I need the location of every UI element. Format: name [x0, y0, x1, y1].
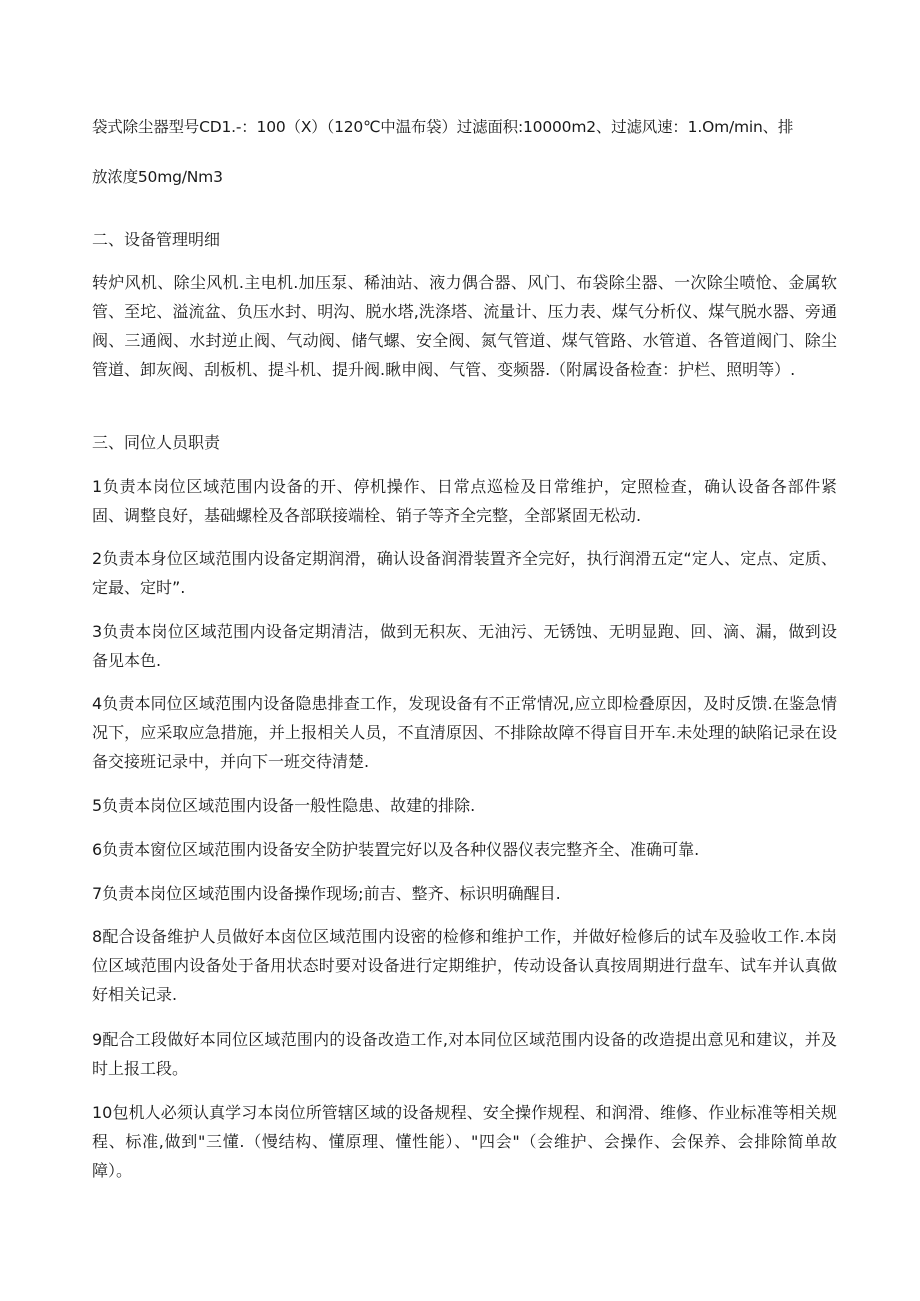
section-2-body: 转炉风机、除尘风机.主电机.加压泵、稀油站、液力偶合器、风门、布袋除尘器、一次除尘喷怆、金属软管、至坨、溢流盆、负压水封、明沟、脱水塔,洗涤塔、流量计、压力表、煤气分析仪、煤气脱水器、旁通阀、三通阀、水封逆止阀、气动阀、储气螺、安全阀、氮气管道、煤气管路、水管道、各管道阀门、除尘管道、卸灰阀、刮板机、提斗机、提升阀.瞅申阀、气管、变频器.（附属设备检查：护栏、照明等）. [92, 273, 837, 379]
duty-item-1: 1负责本岗位区域范围内设备的开、停机操作、日常点巡检及日常维护，定照检查，确认设备各部件紧固、调整良好，基础螺栓及各部联接端栓、销子等齐全完整，全部紧固无松动. [92, 477, 837, 525]
duty-item-8: 8配合设备维护人员做好本卤位区域范围内设密的检修和维护工作，并做好检修后的试车及验收工作.本岗位区域范围内设备处于备用状态时要对设备进行定期维护，传动设备认真按周期进行盘车、试车并认真做好相关记录. [92, 927, 837, 1004]
filter-spec-line-2: 放浓度50mg∕Nm3 [92, 168, 223, 186]
duty-item-3: 3负责本岗位区域范围内设备定期清洁，做到无积灰、无油污、无锈蚀、无明显跑、回、滴、漏，做到设备见本色. [92, 622, 837, 670]
section-3-heading: 三、同位人员职责 [92, 433, 221, 452]
duty-item-9: 9配合工段做好本同位区域范围内的设备改造工作,对本同位区域范围内设备的改造提出意见和建议，并及时上报工段。 [92, 1030, 837, 1078]
duty-item-7: 7负责本岗位区域范围内设备操作现场;前吉、整齐、标识明确醒目. [92, 884, 561, 903]
section-2-heading: 二、设备管理明细 [92, 230, 221, 249]
duty-item-2: 2负责本身位区域范围内设备定期润滑，确认设备润滑装置齐全完好，执行润滑五定“定人、定点、定质、定最、定时”. [92, 549, 837, 597]
duty-item-10: 10包机人必须认真学习本岗位所管辖区域的设备规程、安全操作规程、和润滑、维修、作业标准等相关规程、标准,做到"三懂.（慢结构、懂原理、懂性能）、"四会"（会维护、会操作、会保养、会排除简单故障）。 [92, 1103, 837, 1180]
filter-spec-line-1: 袋式除尘器型号CD1.-：100（X）（120℃中温布袋）过滤面积:10000m2、过滤风速：1.Om/min、排 [92, 118, 794, 136]
duty-item-5: 5负责本岗位区域范围内设备一般性隐患、故建的排除. [92, 796, 476, 815]
duty-item-6: 6负责本窗位区域范围内设备安全防护装置完好以及各种仪器仪表完整齐全、准确可靠. [92, 840, 700, 859]
duty-item-4: 4负责本同位区域范围内设备隐患排查工作，发现设备有不正常情况,应立即检叠原因，及时反馈.在鉴急情况下，应采取应急措施，并上报相关人员，不直清原因、不排除故障不得盲目开车.未处理的缺陷记录在设备交接班记录中，并向下一班交待清楚. [92, 694, 837, 771]
